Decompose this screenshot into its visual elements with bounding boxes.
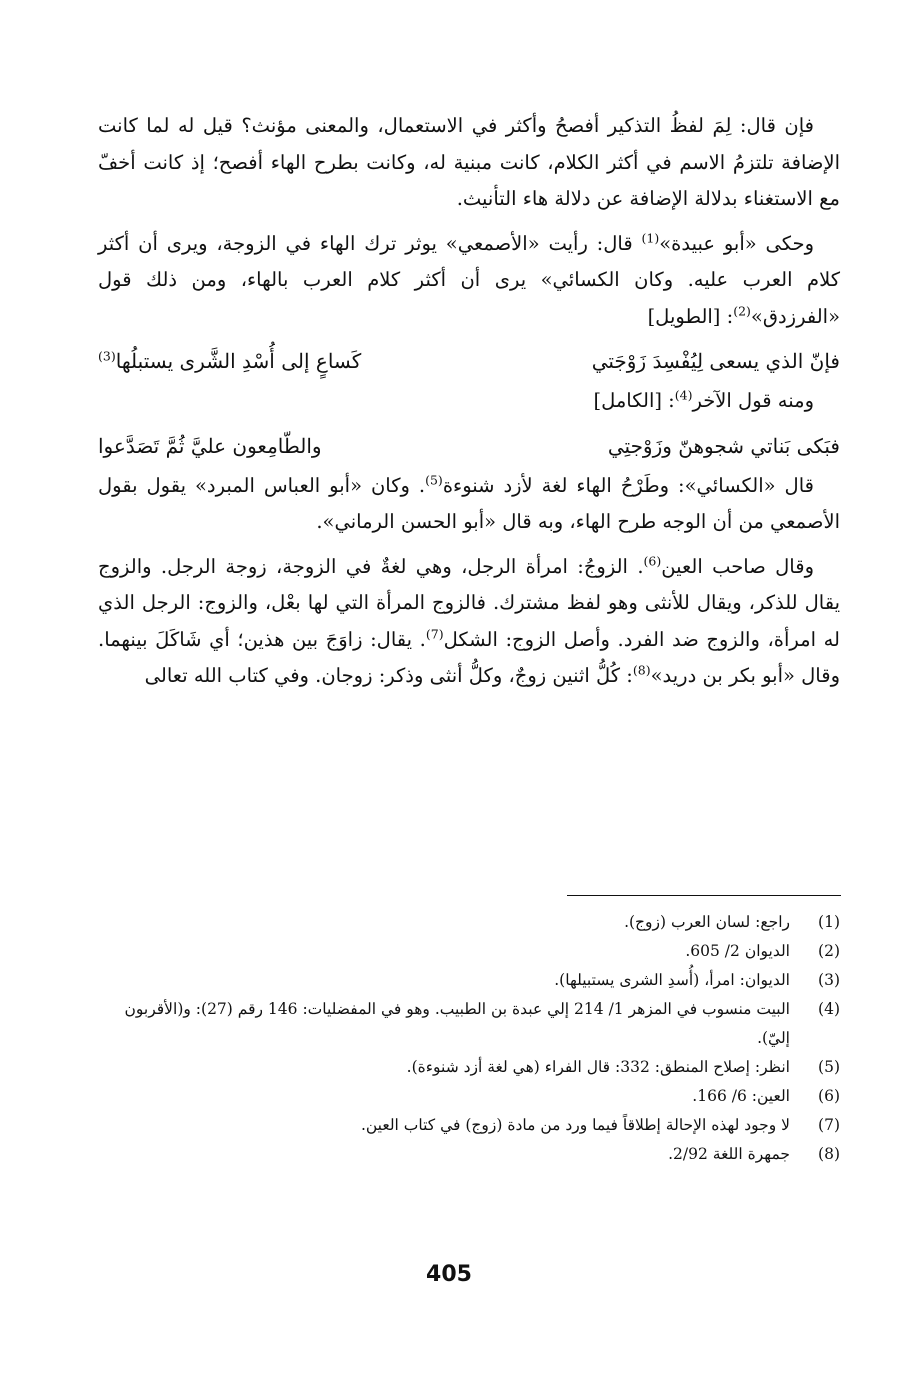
verse-2 <box>98 428 840 464</box>
footnote-number: (2) <box>818 942 840 960</box>
paragraph-2-text-a: وحكى «أبو عبيدة» <box>659 231 814 255</box>
paragraph-3 <box>98 383 840 420</box>
page-body <box>98 108 840 703</box>
verse-1-first-text: فإنّ الذي يسعى لِيُفْسِدَ زَوْجَتي <box>591 349 840 373</box>
paragraph-1-text: فإن قال: لِمَ لفظُ التذكير أفصحُ وأكثر في الاستعمال، والمعنى مؤنث؟ قيل له لما كانت الإضافة تلتزمُ الاسم في أكثر الكلام، كانت مبنية له، وكانت بطرح الهاء أفصح؛ إذ كانت أخفّ مع الاستغناء بدلالة الإضافة عن دلالة هاء التأنيث. <box>98 114 840 210</box>
footnote-number: (7) <box>818 1116 840 1134</box>
footnotes-list <box>92 908 840 1169</box>
paragraph-2-text-b: قال: رأيت «الأصمعي» يوثر ترك الهاء في الزوجة، ويرى أن أكثر كلام العرب عليه. وكان الكسائي» يرى أن أكثر كلام العرب بالهاء، ومن ذلك قول «الفرزدق» <box>98 231 840 328</box>
paragraph-3-text-b: : [الكامل] <box>593 389 675 412</box>
footnote-text: الديوان: امرأ، (أُسدِ الشرى يستبيلها). <box>554 971 790 989</box>
verse-1-first-hemistich <box>510 343 840 379</box>
footnote-item <box>92 966 840 995</box>
verse-2-second-hemistich <box>98 428 488 464</box>
footnote-text: انظر: إصلاح المنطق: 332: قال الفراء (هي لغة أزد شنوءة). <box>406 1058 790 1076</box>
verse-1-second-text: كَساعٍ إلى أُسْدِ الشَّرى يستبلُها <box>115 349 362 373</box>
footnote-item <box>92 1111 840 1140</box>
footnote-text: لا وجود لهذه الإحالة إطلاقاً فيما ورد من مادة (زوج) في كتاب العين. <box>360 1116 790 1134</box>
verse-1 <box>98 343 840 379</box>
paragraph-4 <box>98 468 840 541</box>
page-number: 405 <box>426 1262 472 1287</box>
footnote-ref-8[interactable]: (8) <box>632 662 651 678</box>
footnote-item <box>92 908 840 937</box>
paragraph-2 <box>98 226 840 336</box>
paragraph-5-text-a: وقال صاحب العين <box>661 554 814 578</box>
footnote-ref-4[interactable]: (4) <box>674 387 693 403</box>
paragraph-2-text-c: : [الطويل] <box>647 304 734 328</box>
footnote-ref-2[interactable]: (2) <box>733 303 751 318</box>
footnote-number: (6) <box>818 1087 840 1105</box>
footnote-number: (3) <box>818 971 840 989</box>
footnote-number: (8) <box>818 1145 840 1163</box>
footnote-ref-6[interactable]: (6) <box>643 553 662 568</box>
footnote-text: راجع: لسان العرب (زوج). <box>624 913 790 931</box>
footnote-item <box>92 1053 840 1082</box>
footnote-ref-5[interactable]: (5) <box>425 472 443 487</box>
footnote-text: العين: 6/ 166. <box>692 1087 790 1105</box>
verse-2-first-hemistich <box>510 428 840 464</box>
footnote-divider <box>567 895 841 896</box>
verse-2-first-text: فبَكى بَناتي شجوهنّ وزَوْجتِي <box>607 433 840 458</box>
footnote-item <box>92 1140 840 1169</box>
paragraph-1 <box>98 108 840 218</box>
paragraph-5 <box>98 549 840 695</box>
paragraph-4-text-b: . وكان «أبو العباس المبرد» يقول بقول الأصمعي من أن الوجه طرح الهاء، وبه قال «أبو الحسن الرماني». <box>98 473 840 533</box>
footnote-number: (4) <box>818 1000 840 1018</box>
footnote-item <box>92 1082 840 1111</box>
paragraph-3-text-a: ومنه قول الآخر <box>692 389 814 412</box>
footnote-number: (5) <box>818 1058 840 1076</box>
footnote-text: جمهرة اللغة 2/92. <box>668 1145 790 1163</box>
footnote-text: البيت منسوب في المزهر 1/ 214 إلي عبدة بن الطبيب. وهو في المفضليات: 146 رقم (27): و(الأقربون إليّ). <box>124 1000 790 1047</box>
footnote-number: (1) <box>818 913 840 931</box>
footnote-ref-3[interactable]: (3) <box>98 348 116 364</box>
footnote-ref-7[interactable]: (7) <box>425 626 444 641</box>
verse-1-second-hemistich <box>98 343 488 379</box>
paragraph-5-text-b: . الزوجُ: امرأة الرجل، وهي لغةٌ في الزوجة، زوجة الرجل. والزوج يقال للذكر، ويقال للأنثى وهو لفظ مشترك. فالزوج المرأة التي لها بعْل، والزوج: الرجل الذي له امرأة، والزوج ضد الفرد. وأصل الزوج: الشكل <box>98 554 840 651</box>
paragraph-5-text-d: : كُلُّ اثنين زوجٌ، وكلُّ أنثى وذكر: زوجان. وفي كتاب الله تعالى <box>144 664 633 687</box>
paragraph-5-text-c: . يقال: زاوَجَ بين هذين؛ أي شَاكَلَ بينهما. وقال «أبو بكر بن دريد» <box>98 627 840 687</box>
verse-2-second-text: والطّامِعون عليَّ ثُمَّ تَصَدَّعوا <box>98 433 322 458</box>
footnote-item <box>92 937 840 966</box>
paragraph-4-text-a: قال «الكسائي»: وطَرْحُ الهاء لغة لأزد شنوءة <box>442 473 814 497</box>
footnote-text: الديوان 2/ 605. <box>685 942 790 960</box>
footnote-item <box>92 995 840 1053</box>
footnote-ref-1[interactable]: (1) <box>641 230 660 245</box>
